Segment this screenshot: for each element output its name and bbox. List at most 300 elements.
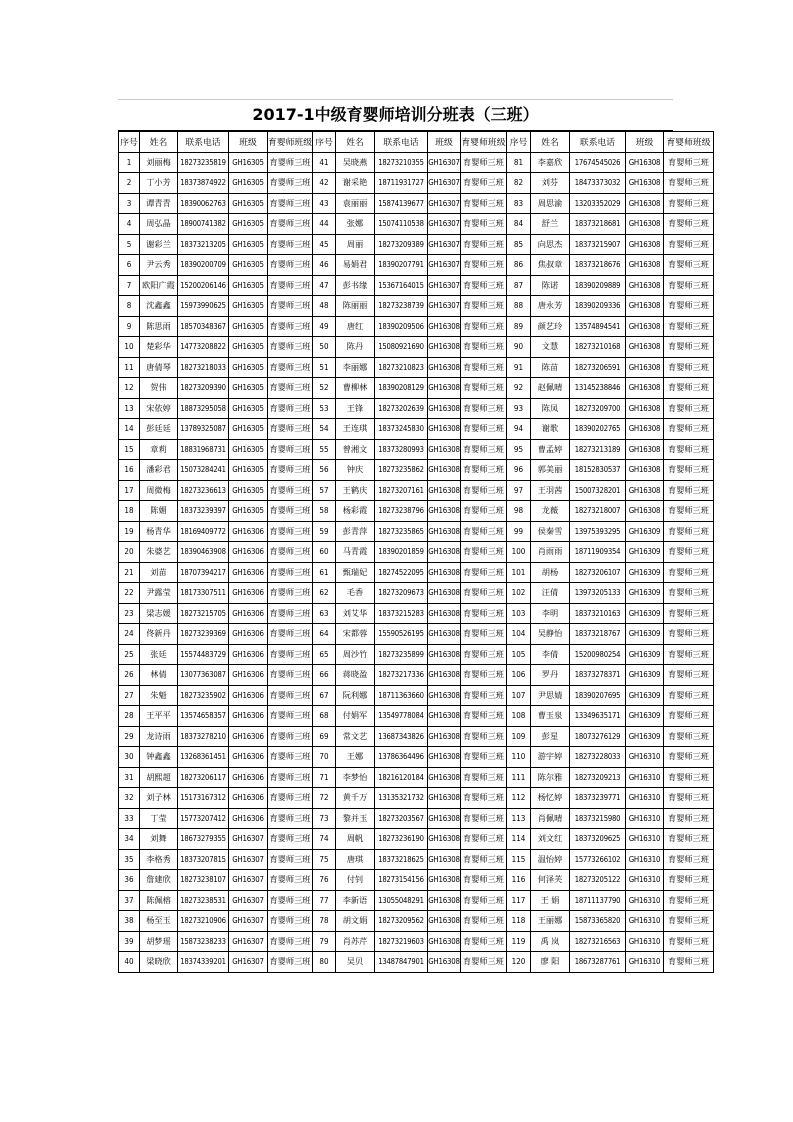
table-row (119, 706, 714, 727)
class-code-cell: GH16308 (428, 316, 461, 337)
name-cell: 蒋晓盈 (336, 665, 375, 686)
class-name-cell: 育婴师三班 (268, 747, 313, 768)
table-row (119, 788, 714, 809)
table-row (119, 890, 714, 911)
phone-cell: 18373218625 (375, 849, 428, 870)
seq-cell: 61 (313, 562, 336, 583)
class-code-cell: GH16307 (229, 952, 268, 973)
name-cell: 沈鑫鑫 (140, 296, 178, 317)
class-name-cell: 育婴师三班 (664, 521, 714, 542)
phone-cell: 13574658357 (178, 706, 229, 727)
class-name-cell: 育婴师三班 (461, 337, 507, 358)
phone-cell: 18173307511 (178, 583, 229, 604)
class-code-cell: GH16308 (428, 911, 461, 932)
name-cell: 赵佩晴 (531, 378, 570, 399)
class-code-cell: GH16308 (428, 726, 461, 747)
name-cell: 游宇婷 (531, 747, 570, 768)
phone-cell: 18273238531 (178, 890, 229, 911)
class-name-cell: 育婴师三班 (268, 337, 313, 358)
class-name-cell: 育婴师三班 (664, 316, 714, 337)
seq-cell: 108 (507, 706, 531, 727)
name-cell: 朱魁 (140, 685, 178, 706)
seq-cell: 25 (119, 644, 140, 665)
seq-cell: 7 (119, 275, 140, 296)
class-code-cell: GH16308 (428, 501, 461, 522)
class-code-cell: GH16308 (428, 767, 461, 788)
phone-cell: 13349635171 (570, 706, 626, 727)
seq-cell: 30 (119, 747, 140, 768)
seq-cell: 67 (313, 685, 336, 706)
class-code-cell: GH16308 (626, 214, 664, 235)
name-cell: 罗丹 (531, 665, 570, 686)
class-name-cell: 育婴师三班 (268, 665, 313, 686)
seq-cell: 3 (119, 193, 140, 214)
phone-cell: 13203352029 (570, 193, 626, 214)
name-cell: 肖雨雨 (531, 542, 570, 563)
seq-cell: 57 (313, 480, 336, 501)
class-name-cell: 育婴师三班 (461, 316, 507, 337)
seq-cell: 24 (119, 624, 140, 645)
name-cell: 杨至玉 (140, 911, 178, 932)
class-code-cell: GH16308 (428, 562, 461, 583)
seq-cell: 106 (507, 665, 531, 686)
class-name-cell: 育婴师三班 (461, 296, 507, 317)
name-cell: 吴晓燕 (336, 152, 375, 173)
class-code-cell: GH16308 (428, 603, 461, 624)
name-cell: 刘艾华 (336, 603, 375, 624)
phone-cell: 18390209506 (375, 316, 428, 337)
phone-cell: 18273202639 (375, 398, 428, 419)
name-cell: 陈苗 (531, 357, 570, 378)
class-code-cell: GH16308 (428, 542, 461, 563)
seq-cell: 105 (507, 644, 531, 665)
seq-cell: 83 (507, 193, 531, 214)
class-name-cell: 育婴师三班 (268, 562, 313, 583)
phone-cell: 18711931727 (375, 173, 428, 194)
table-row (119, 665, 714, 686)
phone-cell: 18273209390 (178, 378, 229, 399)
seq-cell: 17 (119, 480, 140, 501)
class-name-cell: 育婴师三班 (664, 542, 714, 563)
seq-cell: 11 (119, 357, 140, 378)
class-name-cell: 育婴师三班 (268, 767, 313, 788)
class-code-cell: GH16305 (229, 152, 268, 173)
class-name-cell: 育婴师三班 (664, 603, 714, 624)
class-name-cell: 育婴师三班 (664, 357, 714, 378)
phone-cell: 13055048291 (375, 890, 428, 911)
class-name-cell: 育婴师三班 (461, 931, 507, 952)
class-name-cell: 育婴师三班 (664, 234, 714, 255)
phone-cell: 18374339201 (178, 952, 229, 973)
class-name-cell: 育婴师三班 (664, 747, 714, 768)
class-name-cell: 育婴师三班 (664, 890, 714, 911)
class-code-cell: GH16308 (428, 624, 461, 645)
seq-cell: 114 (507, 829, 531, 850)
table-row (119, 870, 714, 891)
seq-cell: 64 (313, 624, 336, 645)
class-name-cell: 育婴师三班 (461, 357, 507, 378)
class-code-cell: GH16309 (626, 706, 664, 727)
class-name-cell: 育婴师三班 (664, 214, 714, 235)
class-code-cell: GH16307 (428, 214, 461, 235)
name-cell: 尹云秀 (140, 255, 178, 276)
class-name-cell: 育婴师三班 (461, 767, 507, 788)
table-row (119, 726, 714, 747)
class-name-cell: 育婴师三班 (268, 316, 313, 337)
class-name-cell: 育婴师三班 (461, 890, 507, 911)
class-name-cell: 育婴师三班 (268, 378, 313, 399)
phone-cell: 15973990625 (178, 296, 229, 317)
seq-cell: 22 (119, 583, 140, 604)
class-name-cell: 育婴师三班 (268, 255, 313, 276)
name-cell: 王丽娜 (531, 911, 570, 932)
seq-cell: 101 (507, 562, 531, 583)
class-name-cell: 育婴师三班 (461, 173, 507, 194)
seq-cell: 87 (507, 275, 531, 296)
class-name-cell: 育婴师三班 (461, 378, 507, 399)
column-header: 联系电话 (570, 132, 626, 153)
name-cell: 侯秦雪 (531, 521, 570, 542)
phone-cell: 18390209336 (570, 296, 626, 317)
class-name-cell: 育婴师三班 (664, 501, 714, 522)
class-name-cell: 育婴师三班 (461, 911, 507, 932)
table-row (119, 214, 714, 235)
page-top-rule (118, 99, 673, 100)
class-name-cell: 育婴师三班 (664, 870, 714, 891)
phone-cell: 18373207815 (178, 849, 229, 870)
phone-cell: 18373215980 (570, 808, 626, 829)
table-row (119, 439, 714, 460)
seq-cell: 97 (507, 480, 531, 501)
phone-cell: 18273235819 (178, 152, 229, 173)
column-header: 育婴师班级 (268, 132, 313, 153)
phone-cell: 18273207161 (375, 480, 428, 501)
class-name-cell: 育婴师三班 (268, 890, 313, 911)
phone-cell: 18390201859 (375, 542, 428, 563)
phone-cell: 18373239771 (570, 788, 626, 809)
name-cell: 陈诺 (531, 275, 570, 296)
name-cell: 胡梦瑶 (140, 931, 178, 952)
phone-cell: 13487847901 (375, 952, 428, 973)
name-cell: 吴贝 (336, 952, 375, 973)
name-cell: 杨彩霞 (336, 501, 375, 522)
class-code-cell: GH16306 (229, 583, 268, 604)
seq-cell: 92 (507, 378, 531, 399)
class-name-cell: 育婴师三班 (664, 808, 714, 829)
column-header: 育婴师班级 (461, 132, 507, 153)
phone-cell: 18390208129 (375, 378, 428, 399)
seq-cell: 5 (119, 234, 140, 255)
phone-cell: 13268361451 (178, 747, 229, 768)
class-name-cell: 育婴师三班 (664, 706, 714, 727)
seq-cell: 52 (313, 378, 336, 399)
name-cell: 潘彩君 (140, 460, 178, 481)
name-cell: 曾湘文 (336, 439, 375, 460)
name-cell: 唐倩琴 (140, 357, 178, 378)
class-name-cell: 育婴师三班 (461, 521, 507, 542)
name-cell: 谭青青 (140, 193, 178, 214)
table-row (119, 173, 714, 194)
phone-cell: 13789325087 (178, 419, 229, 440)
class-code-cell: GH16310 (626, 849, 664, 870)
class-name-cell: 育婴师三班 (461, 193, 507, 214)
class-name-cell: 育婴师三班 (268, 460, 313, 481)
class-code-cell: GH16308 (428, 870, 461, 891)
class-name-cell: 育婴师三班 (664, 767, 714, 788)
name-cell: 颜艺玲 (531, 316, 570, 337)
phone-cell: 15200980254 (570, 644, 626, 665)
class-name-cell: 育婴师三班 (461, 542, 507, 563)
class-name-cell: 育婴师三班 (461, 562, 507, 583)
class-code-cell: GH16306 (229, 644, 268, 665)
class-code-cell: GH16308 (626, 378, 664, 399)
phone-cell: 18373213205 (178, 234, 229, 255)
phone-cell: 15367164015 (375, 275, 428, 296)
name-cell: 刘子林 (140, 788, 178, 809)
class-name-cell: 育婴师三班 (268, 152, 313, 173)
name-cell: 廖 阳 (531, 952, 570, 973)
phone-cell: 18273210168 (570, 337, 626, 358)
seq-cell: 112 (507, 788, 531, 809)
phone-cell: 13135321732 (375, 788, 428, 809)
class-code-cell: GH16308 (428, 644, 461, 665)
class-name-cell: 育婴师三班 (268, 501, 313, 522)
column-header: 姓名 (531, 132, 570, 153)
phone-cell: 18152830537 (570, 460, 626, 481)
phone-cell: 18390463908 (178, 542, 229, 563)
name-cell: 周沙竹 (336, 644, 375, 665)
seq-cell: 113 (507, 808, 531, 829)
seq-cell: 96 (507, 460, 531, 481)
seq-cell: 93 (507, 398, 531, 419)
phone-cell: 13574894541 (570, 316, 626, 337)
class-name-cell: 育婴师三班 (268, 849, 313, 870)
name-cell: 周帆 (336, 829, 375, 850)
seq-cell: 46 (313, 255, 336, 276)
class-code-cell: GH16307 (229, 829, 268, 850)
phone-cell: 18273215705 (178, 603, 229, 624)
class-code-cell: GH16307 (428, 173, 461, 194)
seq-cell: 47 (313, 275, 336, 296)
class-name-cell: 育婴师三班 (268, 952, 313, 973)
class-code-cell: GH16308 (428, 419, 461, 440)
name-cell: 毛香 (336, 583, 375, 604)
seq-cell: 104 (507, 624, 531, 645)
name-cell: 李格秀 (140, 849, 178, 870)
class-name-cell: 育婴师三班 (268, 726, 313, 747)
seq-cell: 79 (313, 931, 336, 952)
phone-cell: 18274522095 (375, 562, 428, 583)
phone-cell: 18273218007 (570, 501, 626, 522)
name-cell: 李嘉欣 (531, 152, 570, 173)
phone-cell: 18273238739 (375, 296, 428, 317)
phone-cell: 15007328201 (570, 480, 626, 501)
name-cell: 刘文红 (531, 829, 570, 850)
phone-cell: 18390207695 (570, 685, 626, 706)
table-row (119, 521, 714, 542)
seq-cell: 8 (119, 296, 140, 317)
seq-cell: 54 (313, 419, 336, 440)
name-cell: 肖苏芹 (336, 931, 375, 952)
seq-cell: 72 (313, 788, 336, 809)
name-cell: 宋依婷 (140, 398, 178, 419)
name-cell: 彭书缘 (336, 275, 375, 296)
name-cell: 陈丹 (336, 337, 375, 358)
name-cell: 温怡婷 (531, 849, 570, 870)
class-code-cell: GH16307 (428, 255, 461, 276)
seq-cell: 99 (507, 521, 531, 542)
name-cell: 刘丽梅 (140, 152, 178, 173)
seq-cell: 88 (507, 296, 531, 317)
phone-cell: 18273206591 (570, 357, 626, 378)
seq-cell: 21 (119, 562, 140, 583)
class-code-cell: GH16308 (626, 460, 664, 481)
class-code-cell: GH16307 (229, 890, 268, 911)
phone-cell: 18373210163 (570, 603, 626, 624)
table-body (119, 152, 714, 972)
phone-cell: 15874139677 (375, 193, 428, 214)
class-code-cell: GH16306 (229, 706, 268, 727)
phone-cell: 18273209213 (570, 767, 626, 788)
name-cell: 钟庆 (336, 460, 375, 481)
name-cell: 丁莹 (140, 808, 178, 829)
name-cell: 郭美丽 (531, 460, 570, 481)
class-name-cell: 育婴师三班 (461, 419, 507, 440)
phone-cell: 18373278210 (178, 726, 229, 747)
name-cell: 龙诗雨 (140, 726, 178, 747)
seq-cell: 77 (313, 890, 336, 911)
seq-cell: 86 (507, 255, 531, 276)
class-name-cell: 育婴师三班 (461, 275, 507, 296)
seq-cell: 89 (507, 316, 531, 337)
class-name-cell: 育婴师三班 (461, 501, 507, 522)
name-cell: 文慧 (531, 337, 570, 358)
class-name-cell: 育婴师三班 (268, 275, 313, 296)
phone-cell: 18900741382 (178, 214, 229, 235)
class-name-cell: 育婴师三班 (461, 603, 507, 624)
name-cell: 易娟君 (336, 255, 375, 276)
class-name-cell: 育婴师三班 (461, 747, 507, 768)
class-name-cell: 育婴师三班 (664, 583, 714, 604)
class-code-cell: GH16308 (428, 952, 461, 973)
seq-cell: 90 (507, 337, 531, 358)
name-cell: 甄瑞妃 (336, 562, 375, 583)
name-cell: 胡杨 (531, 562, 570, 583)
seq-cell: 98 (507, 501, 531, 522)
class-name-cell: 育婴师三班 (268, 173, 313, 194)
class-name-cell: 育婴师三班 (268, 419, 313, 440)
phone-cell: 18711363660 (375, 685, 428, 706)
class-name-cell: 育婴师三班 (268, 808, 313, 829)
seq-cell: 73 (313, 808, 336, 829)
class-code-cell: GH16305 (229, 398, 268, 419)
column-header: 姓名 (140, 132, 178, 153)
name-cell: 李梦怡 (336, 767, 375, 788)
name-cell: 刘苗 (140, 562, 178, 583)
seq-cell: 18 (119, 501, 140, 522)
name-cell: 龙薇 (531, 501, 570, 522)
class-name-cell: 育婴师三班 (268, 644, 313, 665)
name-cell: 王娜 (336, 747, 375, 768)
phone-cell: 18273203567 (375, 808, 428, 829)
table-row (119, 152, 714, 173)
seq-cell: 49 (313, 316, 336, 337)
seq-cell: 119 (507, 931, 531, 952)
seq-cell: 41 (313, 152, 336, 173)
table-row (119, 911, 714, 932)
seq-cell: 13 (119, 398, 140, 419)
seq-cell: 82 (507, 173, 531, 194)
name-cell: 舒兰 (531, 214, 570, 235)
phone-cell: 18216120184 (375, 767, 428, 788)
class-code-cell: GH16308 (626, 439, 664, 460)
table-row (119, 624, 714, 645)
column-header: 班级 (626, 132, 664, 153)
name-cell: 禹 岚 (531, 931, 570, 952)
phone-cell: 15773266102 (570, 849, 626, 870)
class-name-cell: 育婴师三班 (268, 193, 313, 214)
name-cell: 阮利娜 (336, 685, 375, 706)
seq-cell: 28 (119, 706, 140, 727)
phone-cell: 18273210355 (375, 152, 428, 173)
phone-cell: 18273236190 (375, 829, 428, 850)
class-name-cell: 育婴师三班 (268, 296, 313, 317)
seq-cell: 94 (507, 419, 531, 440)
name-cell: 陈尔雅 (531, 767, 570, 788)
name-cell: 章莉 (140, 439, 178, 460)
seq-cell: 39 (119, 931, 140, 952)
phone-cell: 18673287761 (570, 952, 626, 973)
table-row (119, 275, 714, 296)
phone-cell: 18373280993 (375, 439, 428, 460)
column-header: 序号 (313, 132, 336, 153)
class-code-cell: GH16307 (229, 849, 268, 870)
seq-cell: 116 (507, 870, 531, 891)
class-name-cell: 育婴师三班 (461, 685, 507, 706)
table-row (119, 296, 714, 317)
class-name-cell: 育婴师三班 (268, 603, 313, 624)
seq-cell: 1 (119, 152, 140, 173)
name-cell: 胡文娟 (336, 911, 375, 932)
seq-cell: 95 (507, 439, 531, 460)
name-cell: 杨忆婷 (531, 788, 570, 809)
column-header: 联系电话 (375, 132, 428, 153)
class-name-cell: 育婴师三班 (268, 583, 313, 604)
seq-cell: 103 (507, 603, 531, 624)
name-cell: 尹露莹 (140, 583, 178, 604)
seq-cell: 44 (313, 214, 336, 235)
phone-cell: 18273235862 (375, 460, 428, 481)
phone-cell: 18390202765 (570, 419, 626, 440)
class-name-cell: 育婴师三班 (461, 439, 507, 460)
name-cell: 唐红 (336, 316, 375, 337)
seq-cell: 81 (507, 152, 531, 173)
class-code-cell: GH16308 (626, 275, 664, 296)
seq-cell: 45 (313, 234, 336, 255)
class-code-cell: GH16305 (229, 460, 268, 481)
name-cell: 焦叔章 (531, 255, 570, 276)
name-cell: 曹孟婷 (531, 439, 570, 460)
class-code-cell: GH16306 (229, 747, 268, 768)
name-cell: 梁志媛 (140, 603, 178, 624)
name-cell: 李倩 (531, 644, 570, 665)
name-cell: 向思杰 (531, 234, 570, 255)
seq-cell: 62 (313, 583, 336, 604)
class-name-cell: 育婴师三班 (268, 439, 313, 460)
name-cell: 周弘晶 (140, 214, 178, 235)
name-cell: 楚彩华 (140, 337, 178, 358)
class-name-cell: 育婴师三班 (664, 685, 714, 706)
